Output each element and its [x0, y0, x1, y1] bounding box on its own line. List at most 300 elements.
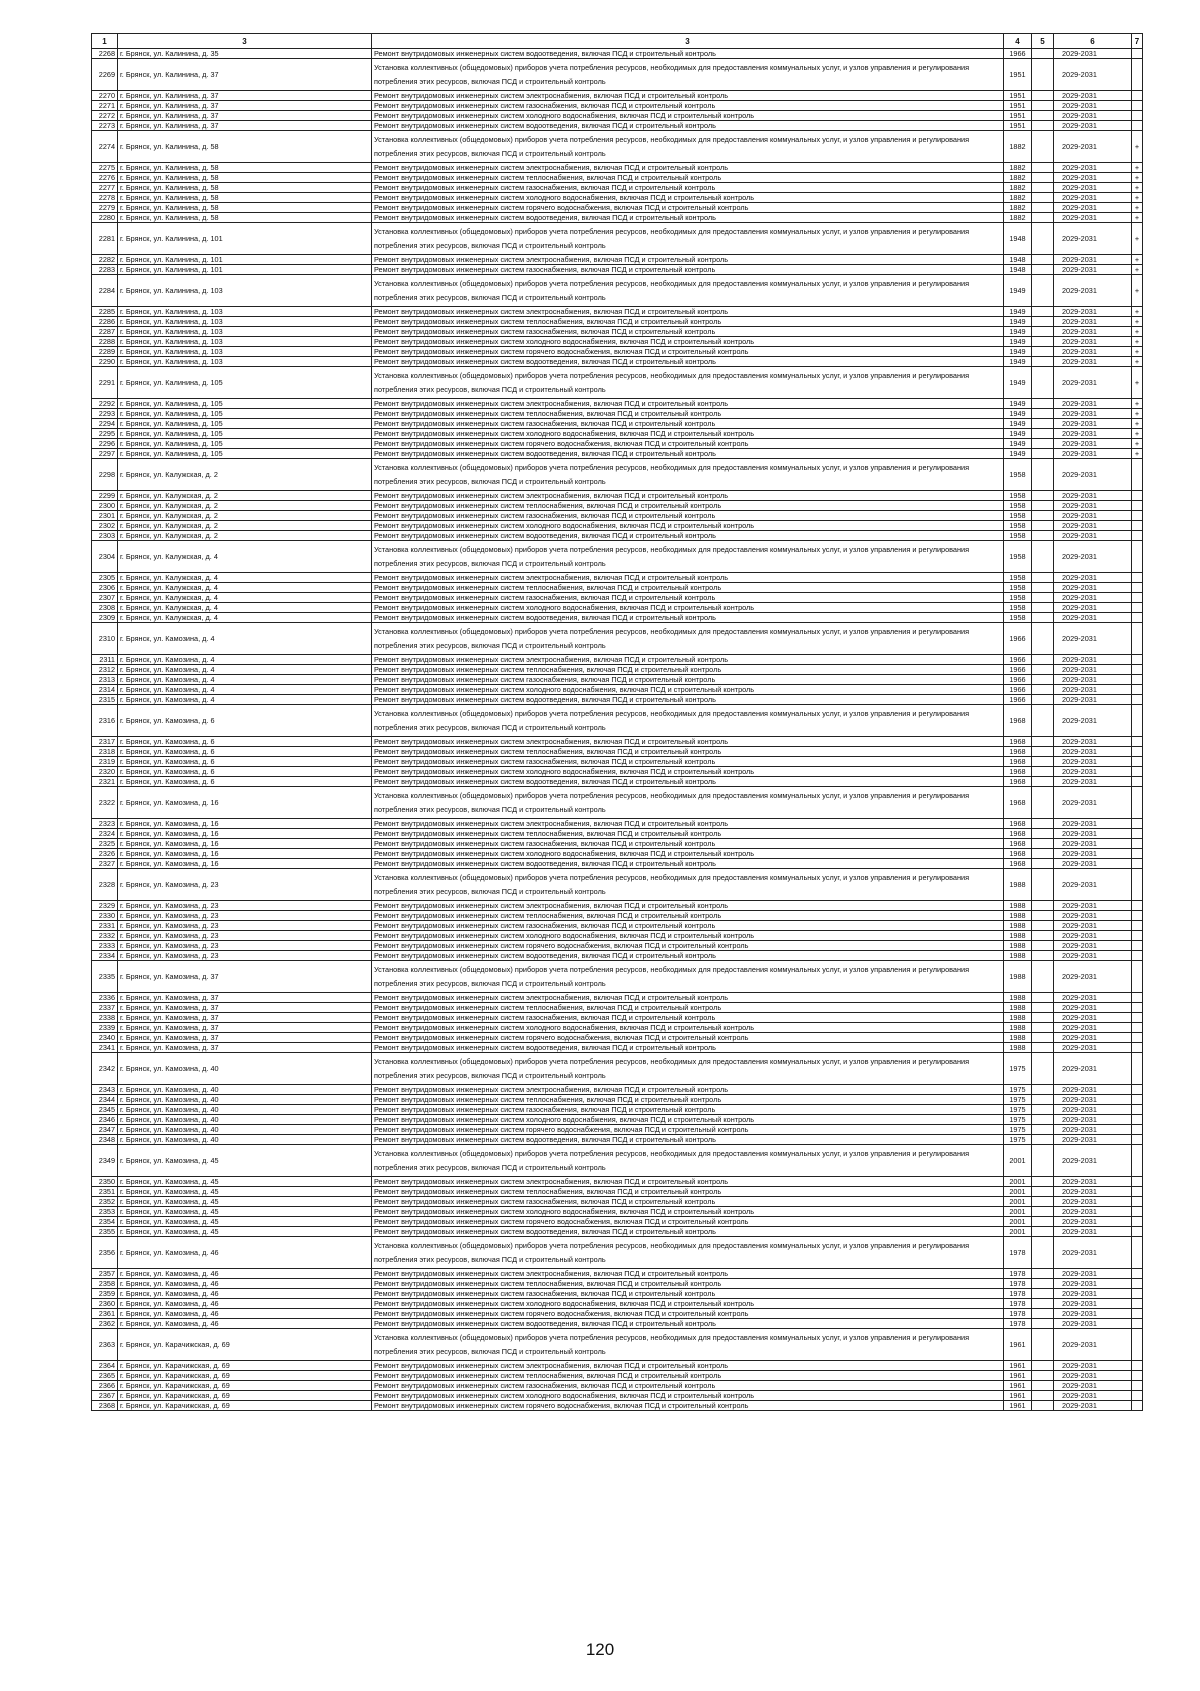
col-5-cell [1032, 1003, 1054, 1013]
header-col-7: 7 [1132, 34, 1143, 49]
col-5-cell [1032, 357, 1054, 367]
address-cell: г. Брянск, ул. Калужская, д. 4 [118, 583, 372, 593]
row-number-cell: 2346 [92, 1115, 118, 1125]
build-year-cell: 1958 [1004, 459, 1032, 491]
row-number-cell: 2327 [92, 859, 118, 869]
work-description-cell: Ремонт внутридомовых инженерных систем горячего водоснабжения, включая ПСД и строительный контроль [372, 1125, 1004, 1135]
table-row [92, 101, 1143, 111]
col-5-cell [1032, 573, 1054, 583]
address-cell: г. Брянск, ул. Камозина, д. 45 [118, 1217, 372, 1227]
period-cell: 2029-2031 [1054, 767, 1132, 777]
work-description-cell: Ремонт внутридомовых инженерных систем холодного водоснабжения, включая ПСД и строительный контроль [372, 193, 1004, 203]
repair-schedule-table [91, 33, 1143, 1411]
work-description-cell: Ремонт внутридомовых инженерных систем холодного водоснабжения, включая ПСД и строительный контроль [372, 1207, 1004, 1217]
mark-cell [1132, 1033, 1143, 1043]
address-cell: г. Брянск, ул. Камозина, д. 4 [118, 623, 372, 655]
mark-cell [1132, 665, 1143, 675]
col-5-cell [1032, 1279, 1054, 1289]
address-cell: г. Брянск, ул. Камозина, д. 16 [118, 839, 372, 849]
work-description-cell: Ремонт внутридомовых инженерных систем электроснабжения, включая ПСД и строительный контроль [372, 573, 1004, 583]
row-number-cell: 2287 [92, 327, 118, 337]
mark-cell: + [1132, 399, 1143, 409]
mark-cell [1132, 931, 1143, 941]
col-5-cell [1032, 531, 1054, 541]
row-number-cell: 2345 [92, 1105, 118, 1115]
row-number-cell: 2332 [92, 931, 118, 941]
work-description-cell: Ремонт внутридомовых инженерных систем теплоснабжения, включая ПСД и строительный контроль [372, 1003, 1004, 1013]
mark-cell [1132, 993, 1143, 1003]
address-cell: г. Брянск, ул. Камозина, д. 6 [118, 777, 372, 787]
table-row [92, 521, 1143, 531]
period-cell: 2029-2031 [1054, 1013, 1132, 1023]
work-description-cell: Ремонт внутридомовых инженерных систем электроснабжения, включая ПСД и строительный контроль [372, 491, 1004, 501]
col-5-cell [1032, 1217, 1054, 1227]
col-5-cell [1032, 931, 1054, 941]
work-description-cell: Ремонт внутридомовых инженерных систем водоотведения, включая ПСД и строительный контроль [372, 49, 1004, 59]
period-cell: 2029-2031 [1054, 1053, 1132, 1085]
work-description-cell: Установка коллективных (общедомовых) приборов учета потребления ресурсов, необходимых для предоставления коммунальных услуг, и узлов управления и регулирования потребления этих ресурсов, включая ПСД и строительный контроль [372, 1145, 1004, 1177]
period-cell: 2029-2031 [1054, 655, 1132, 665]
table-row [92, 491, 1143, 501]
build-year-cell: 1951 [1004, 101, 1032, 111]
col-5-cell [1032, 655, 1054, 665]
mark-cell [1132, 521, 1143, 531]
address-cell: г. Брянск, ул. Калинина, д. 58 [118, 183, 372, 193]
col-5-cell [1032, 623, 1054, 655]
period-cell: 2029-2031 [1054, 777, 1132, 787]
row-number-cell: 2279 [92, 203, 118, 213]
table-row [92, 163, 1143, 173]
address-cell: г. Брянск, ул. Калинина, д. 103 [118, 275, 372, 307]
period-cell: 2029-2031 [1054, 1381, 1132, 1391]
period-cell: 2029-2031 [1054, 511, 1132, 521]
col-5-cell [1032, 337, 1054, 347]
mark-cell [1132, 655, 1143, 665]
row-number-cell: 2329 [92, 901, 118, 911]
work-description-cell: Ремонт внутридомовых инженерных систем теплоснабжения, включая ПСД и строительный контроль [372, 1095, 1004, 1105]
mark-cell [1132, 91, 1143, 101]
table-row [92, 531, 1143, 541]
work-description-cell: Ремонт внутридомовых инженерных систем водоотведения, включая ПСД и строительный контроль [372, 357, 1004, 367]
row-number-cell: 2318 [92, 747, 118, 757]
address-cell: г. Брянск, ул. Камозина, д. 6 [118, 757, 372, 767]
address-cell: г. Брянск, ул. Карачижская, д. 69 [118, 1381, 372, 1391]
mark-cell [1132, 1279, 1143, 1289]
row-number-cell: 2276 [92, 173, 118, 183]
address-cell: г. Брянск, ул. Калужская, д. 4 [118, 613, 372, 623]
period-cell: 2029-2031 [1054, 1095, 1132, 1105]
build-year-cell: 1978 [1004, 1309, 1032, 1319]
row-number-cell: 2273 [92, 121, 118, 131]
row-number-cell: 2361 [92, 1309, 118, 1319]
row-number-cell: 2303 [92, 531, 118, 541]
build-year-cell: 1882 [1004, 203, 1032, 213]
row-number-cell: 2284 [92, 275, 118, 307]
table-row [92, 583, 1143, 593]
address-cell: г. Брянск, ул. Камозина, д. 16 [118, 819, 372, 829]
mark-cell: + [1132, 163, 1143, 173]
work-description-cell: Ремонт внутридомовых инженерных систем водоотведения, включая ПСД и строительный контроль [372, 695, 1004, 705]
table-row [92, 317, 1143, 327]
work-description-cell: Ремонт внутридомовых инженерных систем водоотведения, включая ПСД и строительный контроль [372, 449, 1004, 459]
col-5-cell [1032, 1289, 1054, 1299]
work-description-cell: Ремонт внутридомовых инженерных систем газоснабжения, включая ПСД и строительный контроль [372, 327, 1004, 337]
work-description-cell: Ремонт внутридомовых инженерных систем электроснабжения, включая ПСД и строительный контроль [372, 655, 1004, 665]
row-number-cell: 2353 [92, 1207, 118, 1217]
build-year-cell: 1961 [1004, 1371, 1032, 1381]
col-5-cell [1032, 849, 1054, 859]
table-row [92, 439, 1143, 449]
mark-cell [1132, 767, 1143, 777]
mark-cell: + [1132, 409, 1143, 419]
col-5-cell [1032, 705, 1054, 737]
work-description-cell: Ремонт внутридомовых инженерных систем холодного водоснабжения, включая ПСД и строительный контроль [372, 337, 1004, 347]
table-row [92, 1217, 1143, 1227]
row-number-cell: 2271 [92, 101, 118, 111]
build-year-cell: 1951 [1004, 111, 1032, 121]
mark-cell [1132, 849, 1143, 859]
row-number-cell: 2270 [92, 91, 118, 101]
build-year-cell: 1978 [1004, 1269, 1032, 1279]
row-number-cell: 2342 [92, 1053, 118, 1085]
build-year-cell: 1948 [1004, 265, 1032, 275]
table-row [92, 1003, 1143, 1013]
address-cell: г. Брянск, ул. Калинина, д. 58 [118, 131, 372, 163]
period-cell: 2029-2031 [1054, 163, 1132, 173]
address-cell: г. Брянск, ул. Камозина, д. 45 [118, 1187, 372, 1197]
work-description-cell: Установка коллективных (общедомовых) приборов учета потребления ресурсов, необходимых для предоставления коммунальных услуг, и узлов управления и регулирования потребления этих ресурсов, включая ПСД и строительный контроль [372, 59, 1004, 91]
build-year-cell: 1958 [1004, 531, 1032, 541]
period-cell: 2029-2031 [1054, 695, 1132, 705]
build-year-cell: 1968 [1004, 849, 1032, 859]
row-number-cell: 2322 [92, 787, 118, 819]
work-description-cell: Ремонт внутридомовых инженерных систем горячего водоснабжения, включая ПСД и строительный контроль [372, 439, 1004, 449]
col-5-cell [1032, 163, 1054, 173]
row-number-cell: 2368 [92, 1401, 118, 1411]
address-cell: г. Брянск, ул. Камозина, д. 23 [118, 951, 372, 961]
row-number-cell: 2304 [92, 541, 118, 573]
col-5-cell [1032, 1085, 1054, 1095]
row-number-cell: 2315 [92, 695, 118, 705]
mark-cell: + [1132, 337, 1143, 347]
period-cell: 2029-2031 [1054, 131, 1132, 163]
mark-cell [1132, 501, 1143, 511]
header-col-number: 1 [92, 34, 118, 49]
col-5-cell [1032, 1309, 1054, 1319]
table-row [92, 839, 1143, 849]
col-5-cell [1032, 767, 1054, 777]
row-number-cell: 2295 [92, 429, 118, 439]
work-description-cell: Ремонт внутридомовых инженерных систем водоотведения, включая ПСД и строительный контроль [372, 613, 1004, 623]
period-cell: 2029-2031 [1054, 911, 1132, 921]
work-description-cell: Ремонт внутридомовых инженерных систем горячего водоснабжения, включая ПСД и строительный контроль [372, 1033, 1004, 1043]
row-number-cell: 2291 [92, 367, 118, 399]
build-year-cell: 1988 [1004, 1013, 1032, 1023]
address-cell: г. Брянск, ул. Калинина, д. 101 [118, 265, 372, 275]
col-5-cell [1032, 59, 1054, 91]
address-cell: г. Брянск, ул. Камозина, д. 23 [118, 931, 372, 941]
row-number-cell: 2282 [92, 255, 118, 265]
build-year-cell: 1949 [1004, 337, 1032, 347]
mark-cell [1132, 1299, 1143, 1309]
mark-cell: + [1132, 357, 1143, 367]
table-row [92, 685, 1143, 695]
work-description-cell: Ремонт внутридомовых инженерных систем горячего водоснабжения, включая ПСД и строительный контроль [372, 1217, 1004, 1227]
work-description-cell: Установка коллективных (общедомовых) приборов учета потребления ресурсов, необходимых для предоставления коммунальных услуг, и узлов управления и регулирования потребления этих ресурсов, включая ПСД и строительный контроль [372, 1053, 1004, 1085]
address-cell: г. Брянск, ул. Калинина, д. 105 [118, 429, 372, 439]
build-year-cell: 1948 [1004, 223, 1032, 255]
build-year-cell: 1958 [1004, 583, 1032, 593]
period-cell: 2029-2031 [1054, 1401, 1132, 1411]
table-row [92, 1095, 1143, 1105]
build-year-cell: 1966 [1004, 665, 1032, 675]
address-cell: г. Брянск, ул. Карачижская, д. 69 [118, 1371, 372, 1381]
table-row [92, 757, 1143, 767]
period-cell: 2029-2031 [1054, 1207, 1132, 1217]
col-5-cell [1032, 347, 1054, 357]
address-cell: г. Брянск, ул. Камозина, д. 23 [118, 921, 372, 931]
table-row [92, 613, 1143, 623]
row-number-cell: 2347 [92, 1125, 118, 1135]
period-cell: 2029-2031 [1054, 1227, 1132, 1237]
table-row [92, 1319, 1143, 1329]
period-cell: 2029-2031 [1054, 49, 1132, 59]
build-year-cell: 1988 [1004, 1023, 1032, 1033]
table-row [92, 223, 1143, 255]
period-cell: 2029-2031 [1054, 367, 1132, 399]
work-description-cell: Ремонт внутридомовых инженерных систем теплоснабжения, включая ПСД и строительный контроль [372, 1279, 1004, 1289]
row-number-cell: 2286 [92, 317, 118, 327]
period-cell: 2029-2031 [1054, 1237, 1132, 1269]
address-cell: г. Брянск, ул. Камозина, д. 4 [118, 655, 372, 665]
mark-cell [1132, 1361, 1143, 1371]
build-year-cell: 1951 [1004, 91, 1032, 101]
row-number-cell: 2352 [92, 1197, 118, 1207]
table-row [92, 1299, 1143, 1309]
work-description-cell: Ремонт внутридомовых инженерных систем электроснабжения, включая ПСД и строительный контроль [372, 1177, 1004, 1187]
row-number-cell: 2330 [92, 911, 118, 921]
mark-cell [1132, 685, 1143, 695]
table-row [92, 737, 1143, 747]
table-row [92, 573, 1143, 583]
address-cell: г. Брянск, ул. Камозина, д. 37 [118, 1043, 372, 1053]
mark-cell: + [1132, 183, 1143, 193]
row-number-cell: 2338 [92, 1013, 118, 1023]
col-5-cell [1032, 419, 1054, 429]
build-year-cell: 1968 [1004, 839, 1032, 849]
row-number-cell: 2311 [92, 655, 118, 665]
period-cell: 2029-2031 [1054, 1145, 1132, 1177]
work-description-cell: Ремонт внутридомовых инженерных систем холодного водоснабжения, включая ПСД и строительный контроль [372, 521, 1004, 531]
work-description-cell: Ремонт внутридомовых инженерных систем холодного водоснабжения, включая ПСД и строительный контроль [372, 1115, 1004, 1125]
table-row [92, 1279, 1143, 1289]
work-description-cell: Ремонт внутридомовых инженерных систем холодного водоснабжения, включая ПСД и строительный контроль [372, 603, 1004, 613]
mark-cell: + [1132, 327, 1143, 337]
col-5-cell [1032, 409, 1054, 419]
address-cell: г. Брянск, ул. Камозина, д. 23 [118, 901, 372, 911]
address-cell: г. Брянск, ул. Камозина, д. 37 [118, 1023, 372, 1033]
mark-cell [1132, 1227, 1143, 1237]
address-cell: г. Брянск, ул. Камозина, д. 40 [118, 1105, 372, 1115]
table-row [92, 777, 1143, 787]
table-row [92, 665, 1143, 675]
period-cell: 2029-2031 [1054, 1023, 1132, 1033]
col-5-cell [1032, 449, 1054, 459]
mark-cell [1132, 1125, 1143, 1135]
build-year-cell: 2001 [1004, 1145, 1032, 1177]
row-number-cell: 2292 [92, 399, 118, 409]
col-5-cell [1032, 583, 1054, 593]
build-year-cell: 1882 [1004, 193, 1032, 203]
table-row [92, 1197, 1143, 1207]
mark-cell [1132, 49, 1143, 59]
work-description-cell: Ремонт внутридомовых инженерных систем теплоснабжения, включая ПСД и строительный контроль [372, 1371, 1004, 1381]
address-cell: г. Брянск, ул. Камозина, д. 37 [118, 993, 372, 1003]
build-year-cell: 1988 [1004, 901, 1032, 911]
row-number-cell: 2290 [92, 357, 118, 367]
work-description-cell: Ремонт внутридомовых инженерных систем горячего водоснабжения, включая ПСД и строительный контроль [372, 1309, 1004, 1319]
row-number-cell: 2351 [92, 1187, 118, 1197]
col-5-cell [1032, 1177, 1054, 1187]
mark-cell: + [1132, 275, 1143, 307]
address-cell: г. Брянск, ул. Камозина, д. 37 [118, 1013, 372, 1023]
build-year-cell: 1961 [1004, 1391, 1032, 1401]
table-row [92, 911, 1143, 921]
period-cell: 2029-2031 [1054, 399, 1132, 409]
mark-cell [1132, 737, 1143, 747]
table-row [92, 1329, 1143, 1361]
period-cell: 2029-2031 [1054, 101, 1132, 111]
work-description-cell: Установка коллективных (общедомовых) приборов учета потребления ресурсов, необходимых для предоставления коммунальных услуг, и узлов управления и регулирования потребления этих ресурсов, включая ПСД и строительный контроль [372, 623, 1004, 655]
row-number-cell: 2339 [92, 1023, 118, 1033]
col-5-cell [1032, 367, 1054, 399]
work-description-cell: Ремонт внутридомовых инженерных систем теплоснабжения, включая ПСД и строительный контроль [372, 583, 1004, 593]
table-row [92, 623, 1143, 655]
table-row [92, 901, 1143, 911]
col-5-cell [1032, 1361, 1054, 1371]
period-cell: 2029-2031 [1054, 747, 1132, 757]
col-5-cell [1032, 869, 1054, 901]
col-5-cell [1032, 491, 1054, 501]
build-year-cell: 1966 [1004, 695, 1032, 705]
mark-cell [1132, 1013, 1143, 1023]
row-number-cell: 2335 [92, 961, 118, 993]
work-description-cell: Ремонт внутридомовых инженерных систем холодного водоснабжения, включая ПСД и строительный контроль [372, 429, 1004, 439]
period-cell: 2029-2031 [1054, 1371, 1132, 1381]
row-number-cell: 2324 [92, 829, 118, 839]
build-year-cell: 1988 [1004, 911, 1032, 921]
table-row [92, 429, 1143, 439]
build-year-cell: 1988 [1004, 951, 1032, 961]
table-row [92, 213, 1143, 223]
table-row [92, 265, 1143, 275]
row-number-cell: 2310 [92, 623, 118, 655]
address-cell: г. Брянск, ул. Калинина, д. 103 [118, 357, 372, 367]
work-description-cell: Ремонт внутридомовых инженерных систем водоотведения, включая ПСД и строительный контроль [372, 951, 1004, 961]
col-5-cell [1032, 501, 1054, 511]
work-description-cell: Ремонт внутридомовых инженерных систем водоотведения, включая ПСД и строительный контроль [372, 777, 1004, 787]
work-description-cell: Ремонт внутридомовых инженерных систем холодного водоснабжения, включая ПСД и строительный контроль [372, 111, 1004, 121]
table-row [92, 819, 1143, 829]
mark-cell [1132, 675, 1143, 685]
row-number-cell: 2299 [92, 491, 118, 501]
build-year-cell: 1978 [1004, 1299, 1032, 1309]
address-cell: г. Брянск, ул. Калинина, д. 58 [118, 213, 372, 223]
build-year-cell: 1949 [1004, 409, 1032, 419]
address-cell: г. Брянск, ул. Калужская, д. 2 [118, 501, 372, 511]
col-5-cell [1032, 961, 1054, 993]
row-number-cell: 2297 [92, 449, 118, 459]
build-year-cell: 1949 [1004, 449, 1032, 459]
mark-cell: + [1132, 265, 1143, 275]
build-year-cell: 1958 [1004, 521, 1032, 531]
build-year-cell: 2001 [1004, 1207, 1032, 1217]
work-description-cell: Ремонт внутридомовых инженерных систем водоотведения, включая ПСД и строительный контроль [372, 1227, 1004, 1237]
row-number-cell: 2283 [92, 265, 118, 275]
col-5-cell [1032, 183, 1054, 193]
period-cell: 2029-2031 [1054, 183, 1132, 193]
build-year-cell: 1966 [1004, 675, 1032, 685]
address-cell: г. Брянск, ул. Калинина, д. 105 [118, 409, 372, 419]
address-cell: г. Брянск, ул. Камозина, д. 40 [118, 1125, 372, 1135]
work-description-cell: Ремонт внутридомовых инженерных систем холодного водоснабжения, включая ПСД и строительный контроль [372, 685, 1004, 695]
period-cell: 2029-2031 [1054, 961, 1132, 993]
address-cell: г. Брянск, ул. Калинина, д. 103 [118, 327, 372, 337]
work-description-cell: Ремонт внутридомовых инженерных систем газоснабжения, включая ПСД и строительный контроль [372, 183, 1004, 193]
build-year-cell: 2001 [1004, 1177, 1032, 1187]
period-cell: 2029-2031 [1054, 1135, 1132, 1145]
period-cell: 2029-2031 [1054, 275, 1132, 307]
mark-cell: + [1132, 255, 1143, 265]
mark-cell [1132, 1309, 1143, 1319]
address-cell: г. Брянск, ул. Камозина, д. 45 [118, 1207, 372, 1217]
table-row [92, 173, 1143, 183]
address-cell: г. Брянск, ул. Камозина, д. 16 [118, 787, 372, 819]
build-year-cell: 1882 [1004, 213, 1032, 223]
col-5-cell [1032, 1381, 1054, 1391]
mark-cell [1132, 1043, 1143, 1053]
address-cell: г. Брянск, ул. Калинина, д. 58 [118, 173, 372, 183]
work-description-cell: Ремонт внутридомовых инженерных систем водоотведения, включая ПСД и строительный контроль [372, 859, 1004, 869]
address-cell: г. Брянск, ул. Калинина, д. 58 [118, 203, 372, 213]
period-cell: 2029-2031 [1054, 757, 1132, 767]
address-cell: г. Брянск, ул. Камозина, д. 4 [118, 685, 372, 695]
mark-cell [1132, 757, 1143, 767]
work-description-cell: Ремонт внутридомовых инженерных систем холодного водоснабжения, включая ПСД и строительный контроль [372, 1023, 1004, 1033]
col-5-cell [1032, 819, 1054, 829]
table-row [92, 409, 1143, 419]
period-cell: 2029-2031 [1054, 1319, 1132, 1329]
period-cell: 2029-2031 [1054, 951, 1132, 961]
work-description-cell: Ремонт внутридомовых инженерных систем газоснабжения, включая ПСД и строительный контроль [372, 1105, 1004, 1115]
work-description-cell: Ремонт внутридомовых инженерных систем газоснабжения, включая ПСД и строительный контроль [372, 419, 1004, 429]
work-description-cell: Ремонт внутридомовых инженерных систем холодного водоснабжения, включая ПСД и строительный контроль [372, 1391, 1004, 1401]
address-cell: г. Брянск, ул. Карачижская, д. 69 [118, 1361, 372, 1371]
build-year-cell: 1975 [1004, 1053, 1032, 1085]
address-cell: г. Брянск, ул. Камозина, д. 4 [118, 675, 372, 685]
mark-cell [1132, 1177, 1143, 1187]
col-5-cell [1032, 747, 1054, 757]
address-cell: г. Брянск, ул. Калужская, д. 2 [118, 459, 372, 491]
col-5-cell [1032, 1329, 1054, 1361]
mark-cell [1132, 59, 1143, 91]
build-year-cell: 1988 [1004, 993, 1032, 1003]
row-number-cell: 2269 [92, 59, 118, 91]
build-year-cell: 1949 [1004, 439, 1032, 449]
build-year-cell: 1978 [1004, 1289, 1032, 1299]
address-cell: г. Брянск, ул. Камозина, д. 40 [118, 1135, 372, 1145]
address-cell: г. Брянск, ул. Камозина, д. 46 [118, 1299, 372, 1309]
